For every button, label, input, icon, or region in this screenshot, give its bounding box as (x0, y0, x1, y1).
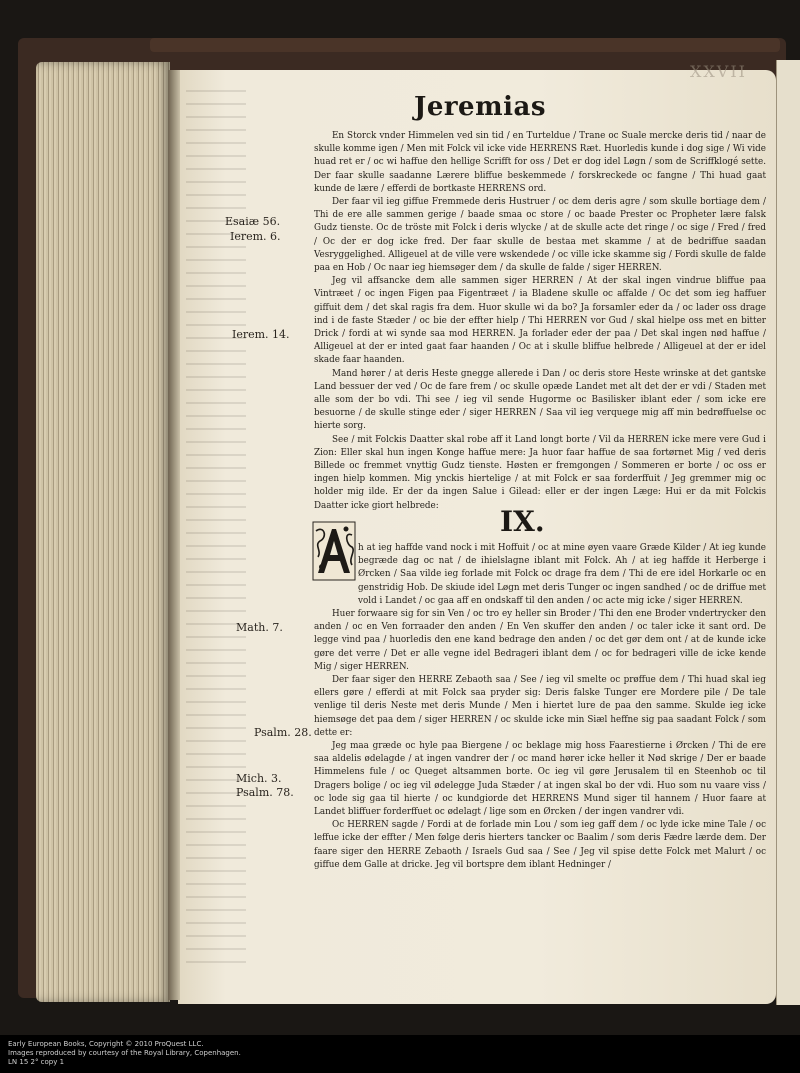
margin-reference: Math. 7. (236, 621, 283, 634)
margin-reference: Psalm. 78. (236, 786, 294, 799)
margin-reference: Ierem. 6. (230, 230, 281, 243)
margin-reference: Esaiæ 56. (225, 215, 281, 228)
footer-line: Early European Books, Copyright © 2010 ProQuest LLC. (8, 1040, 204, 1048)
paragraph: Mand hører / at deris Heste gnegge allerede i Dan / oc deris store Heste wrinske at det gantske Land bessuer der ved / Oc de fare frem / oc skulle opæde Landet met alt det der er vdi / Staden met alle som der bo vdi. Thi see / ieg vil sende Hugorme oc Basilisker iblant eder / som icke ere besuorne / de skulle stinge eder / siger HERREN / Saa vil ieg verquege mig aff min bedrøffuelse oc hierte sorg. (314, 368, 766, 432)
text-block-before-chapter (314, 130, 766, 513)
folio-number: XXVII (690, 62, 747, 81)
paragraph: Oc HERREN sagde / Fordi at de forlade min Lou / som ieg gaff dem / oc lyde icke mine Tale / oc leffue icke der effter / Men følge deris hierters tancker oc Baalim / som deris Fædre lærde dem. Der faare siger den HERRE Zebaoth / Israels Gud saa / See / Jeg vil spise dette Folck met Malurt / oc giffue dem Galle at dricke. Jeg vil bortspre dem iblant Hedninger / (314, 820, 766, 870)
paragraph: Der faar siger den HERRE Zebaoth saa / See / ieg vil smelte oc prøffue dem / Thi huad skal ieg ellers gøre / efferdi at mit Folck saa pryder sig: Deris falske Tunger ere Mordere pile / De tale venlige til deris Neste met deris Munde / Men i hiertet lure de paa den samme. Skulde ieg icke hiemsøge det paa dem / siger HERREN / oc skulde icke min Siæl heffne sig paa saadant Folck / som dette er: (314, 675, 766, 738)
paragraph: h at ieg haffde vand nock i mit Hoffuit / oc at mine øyen vaare Græde Kilder / At ieg kunde begræde dag oc nat / de ihielslagne iblant mit Folck. Ah / at ieg haffde it Herberge i Ørcken / Saa vilde ieg forlade mit Folck oc drage fra dem / Thi de ere idel Horkarle oc en genstridig Hob. De skiude idel Løgn met deris Tunger oc ingen sandhed / oc de driffue met vold i Landet / oc gaa aff en ondskaff til den anden / oc acte mig icke / siger HERREN. (358, 543, 766, 606)
gutter-shadow (168, 70, 180, 1000)
paragraph: Jeg vil affsancke dem alle sammen siger HERREN / At der skal ingen vindrue bliffue paa Vintræet / oc ingen Figen paa Figentræet / ia Bladene skulle oc affalde / Oc det som ieg haffuer giffuit dem / det skal ragis fra dem. Huor skulle wi da bo? Ja forsamler eder da / oc lader oss drage ind i de faste Stæder / oc bie der effter hielp / Thi HERREN vor Gud / skal hielpe oss met en bitter Drick / fordi at wi synde saa mod HERREN. Ja forlader eder der paa / Det skal ingen nød haffue / Alligeuel at der er inted gaat faar haanden / Oc at i skulle bliffue helbrede / Alligeuel at der er idel skade faar haanden. (314, 276, 766, 366)
copyright-footer (8, 1040, 241, 1067)
margin-reference: Ierem. 14. (232, 328, 290, 341)
paragraph: Huer forwaare sig for sin Ven / oc tro ey heller sin Broder / Thi den ene Broder vndertrycker den anden / oc en Ven forraader den anden / En Ven skuffer den anden / oc taler icke it sant ord. De legge vind paa / huorledis den ene kand bedrage den anden / oc det gør dem ont / at de kunde icke gøre det verre / Det er alle vegne idel Bedrageri iblant dem / oc for bedrageri ville de icke kende Mig / siger HERREN. (314, 609, 766, 672)
footer-line: Images reproduced by courtesy of the Royal Library, Copenhagen. (8, 1049, 241, 1057)
facing-page-edge (776, 60, 800, 1005)
paragraph: See / mit Folckis Daatter skal robe aff it Land longt borte / Vil da HERREN icke mere vere Gud i Zion: Eller skal hun ingen Konge haffue mere: Ja huor faar haffue de saa fortørnet Mig / ved deris Billede oc fremmet vnyttig Gudz tienste. Høsten er fremgongen / Sommeren er borte / oc oss er ingen hielp kommen. Mig ynckis hiertelige / at mit Folck er saa forderffuit / Jeg gremmer mig oc holder mig ilde. Er der da ingen Salue i Gilead: eller er der ingen Læge: Hui er da mit Folckis Daatter icke giort helbrede: (314, 434, 766, 511)
chapter-text (314, 542, 766, 872)
cover-top-edge (150, 38, 780, 52)
paragraph: Der faar vil ieg giffue Fremmede deris Hustruer / oc dem deris agre / som skulle bortiage dem / Thi de ere alle sammen gerige / baade smaa oc store / oc baade Prester oc Propheter lære falsk Gudz tienste. Oc de tröste mit Folck i deris wlycke / at de skulle acte det ringe / oc sige / Fred / fred / Oc der er dog icke fred. Der faar skulle de bestaa met skamme / at de bedriffue saadan Vesryggelighed. Alligeuel at de ville vere wskendede / oc ville icke skamme sig / Fordi skulle de falde paa en Hob / Oc naar ieg hiemsøger dem / da skulle de falde / siger HERREN. (314, 197, 766, 274)
paragraph: Jeg maa græde oc hyle paa Biergene / oc beklage mig hoss Faarestierne i Ørcken / Thi de ere saa aldelis ødelagde / at ingen vandrer der / oc mand hører icke heller it Nød skrige / Der er baade Himmelens fule / oc Queget altsammen borte. Oc ieg vil gøre Jerusalem til en Steenhob oc til Dragers bolige / oc ieg vil ødelegge Juda Stæder / at ingen skal bo der vdi. Huo som nu vaare viss / oc lode sig gaa til hierte / oc kundgiorde det HERRENS Mund siger til hannem / Huor faare at Landet bliffuer forderffuet oc ødelagt / lige som en Ørcken / der ingen vandrer vdi. (314, 741, 766, 818)
footer-line: LN 15 2° copy 1 (8, 1058, 65, 1066)
margin-reference: Psalm. 28. (254, 726, 312, 739)
paragraph: En Storck vnder Himmelen ved sin tid / en Turteldue / Trane oc Suale mercke deris tid / naar de skulle komme igen / Men mit Folck vil icke vide HERRENS Ræt. Huorledis kunde i dog sige / Wi vide huad ret er / oc wi haffue den hellige Scrifft for oss / Det er dog idel Løgn / som de Scriffklogé sette. Der faar skulle saadanne Lærere bliffue beskemmede / forskreckede oc fangne / Thi huad gaat kunde de lære / efferdi de bortkaste HERRENS ord. (314, 131, 766, 194)
page-stack-edge (36, 62, 170, 1002)
running-title: Jeremias (414, 92, 546, 122)
chapter-heading: IX. (500, 505, 545, 538)
margin-reference: Mich. 3. (236, 772, 282, 785)
